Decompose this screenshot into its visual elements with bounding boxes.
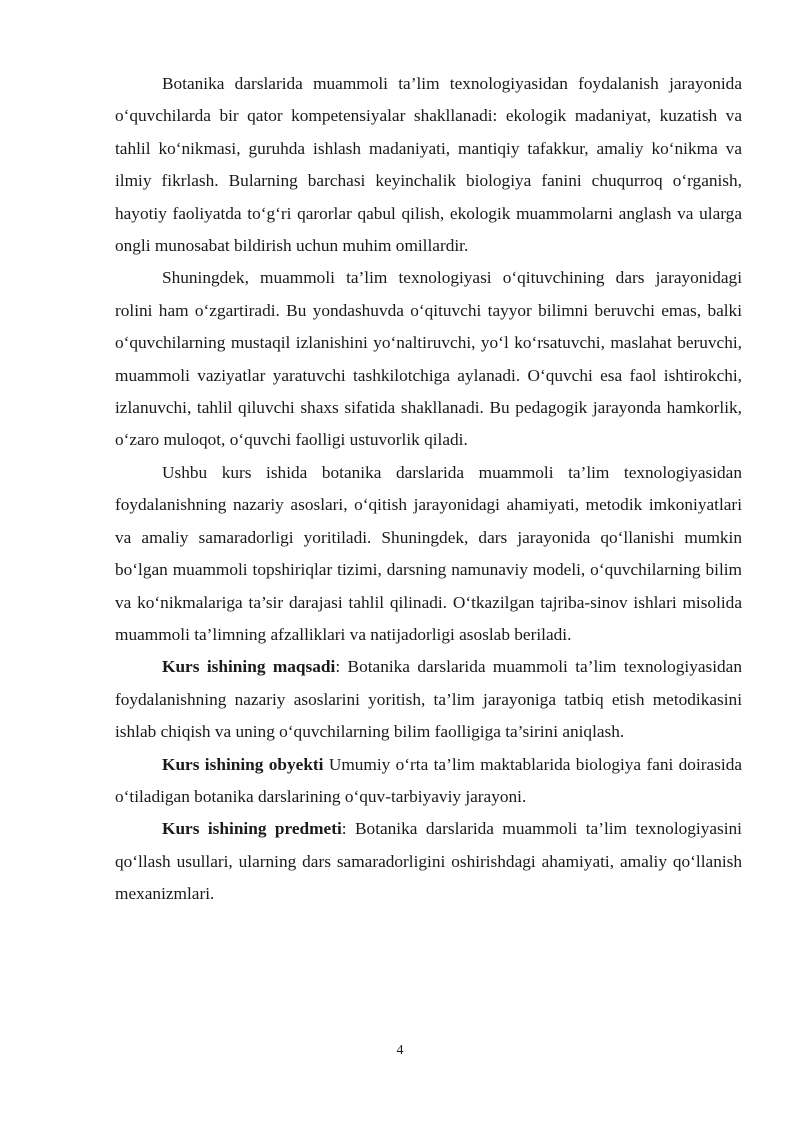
goal-text: : Botanika darslarida muammoli ta’lim texnologiyasidan foydalanishning nazariy asoslarini yoritish, ta’lim jarayoniga tatbiq etish metodikasini ishlab chiqish va uning o‘quvchilarning bilim faolligiga ta’sirini aniqlash. <box>115 657 742 742</box>
page-body <box>115 68 742 911</box>
page-number: 4 <box>396 1043 404 1058</box>
object-text: Umumiy o‘rta ta’lim maktablarida biologiya fani doirasida o‘tiladigan botanika darslarining o‘quv-tarbiyaviy jarayoni. <box>115 754 743 806</box>
paragraph-object <box>115 749 742 814</box>
object-heading: Kurs ishining obyekti <box>162 754 324 774</box>
paragraph-course-overview: Ushbu kurs ishida botanika darslarida muammoli ta’lim texnologiyasidan foydalanishning nazariy asoslari, o‘qitish jarayonidagi ahamiyati, metodik imkoniyatlari va amaliy samaradorligi yoritiladi. Shuningdek, dars jarayonida qo‘llanishi mumkin bo‘lgan muammoli topshiriqlar tizimi, darsning namunaviy modeli, o‘quvchilarning bilim va ko‘nikmalariga ta’sir darajasi tahlil qilinadi. O‘tkazilgan tajriba-sinov ishlari misolida muammoli ta’limning afzalliklari va natijadorligi asoslab beriladi. <box>115 462 742 644</box>
subject-text: : Botanika darslarida muammoli ta’lim texnologiyasini qo‘llash usullari, ularning dars samaradorligini oshirishdagi ahamiyati, amaliy qo‘llanish mexanizmlari. <box>115 819 742 904</box>
goal-heading: Kurs ishining maqsadi <box>162 657 336 677</box>
paragraph-teacher-role: Shuningdek, muammoli ta’lim texnologiyasi o‘qituvchining dars jarayonidagi rolini ham o‘zgartiradi. Bu yondashuvda o‘qituvchi tayyor bilimni beruvchi emas, balki o‘quvchilarning mustaqil izlanishini yo‘naltiruvchi, yo‘l ko‘rsatuvchi, maslahat beruvchi, muammoli vaziyatlar yaratuvchi tashkilotchiga aylanadi. O‘quvchi esa faol ishtirokchi, izlanuvchi, tahlil qiluvchi shaxs sifatida shakllanadi. Bu pedagogik jarayonda hamkorlik, o‘zaro muloqot, o‘quvchi faolligi ustuvorlik qiladi. <box>115 268 742 450</box>
paragraph-goal <box>115 651 742 748</box>
subject-heading: Kurs ishining predmeti <box>162 819 342 839</box>
paragraph-subject <box>115 813 742 910</box>
paragraph-competencies: Botanika darslarida muammoli ta’lim texnologiyasidan foydalanish jarayonida o‘quvchilarda bir qator kompetensiyalar shakllanadi: ekologik madaniyat, kuzatish va tahlil ko‘nikmasi, guruhda ishlash madaniyati, mantiqiy tafakkur, amaliy ko‘nikma va ilmiy fikrlash. Bularning barchasi keyinchalik biologiya fanini chuqurroq o‘rganish, hayotiy faoliyatda to‘g‘ri qarorlar qabul qilish, ekologik muammolarni anglash va ularga ongli munosabat bildirish uchun muhim omillardir. <box>115 74 742 256</box>
